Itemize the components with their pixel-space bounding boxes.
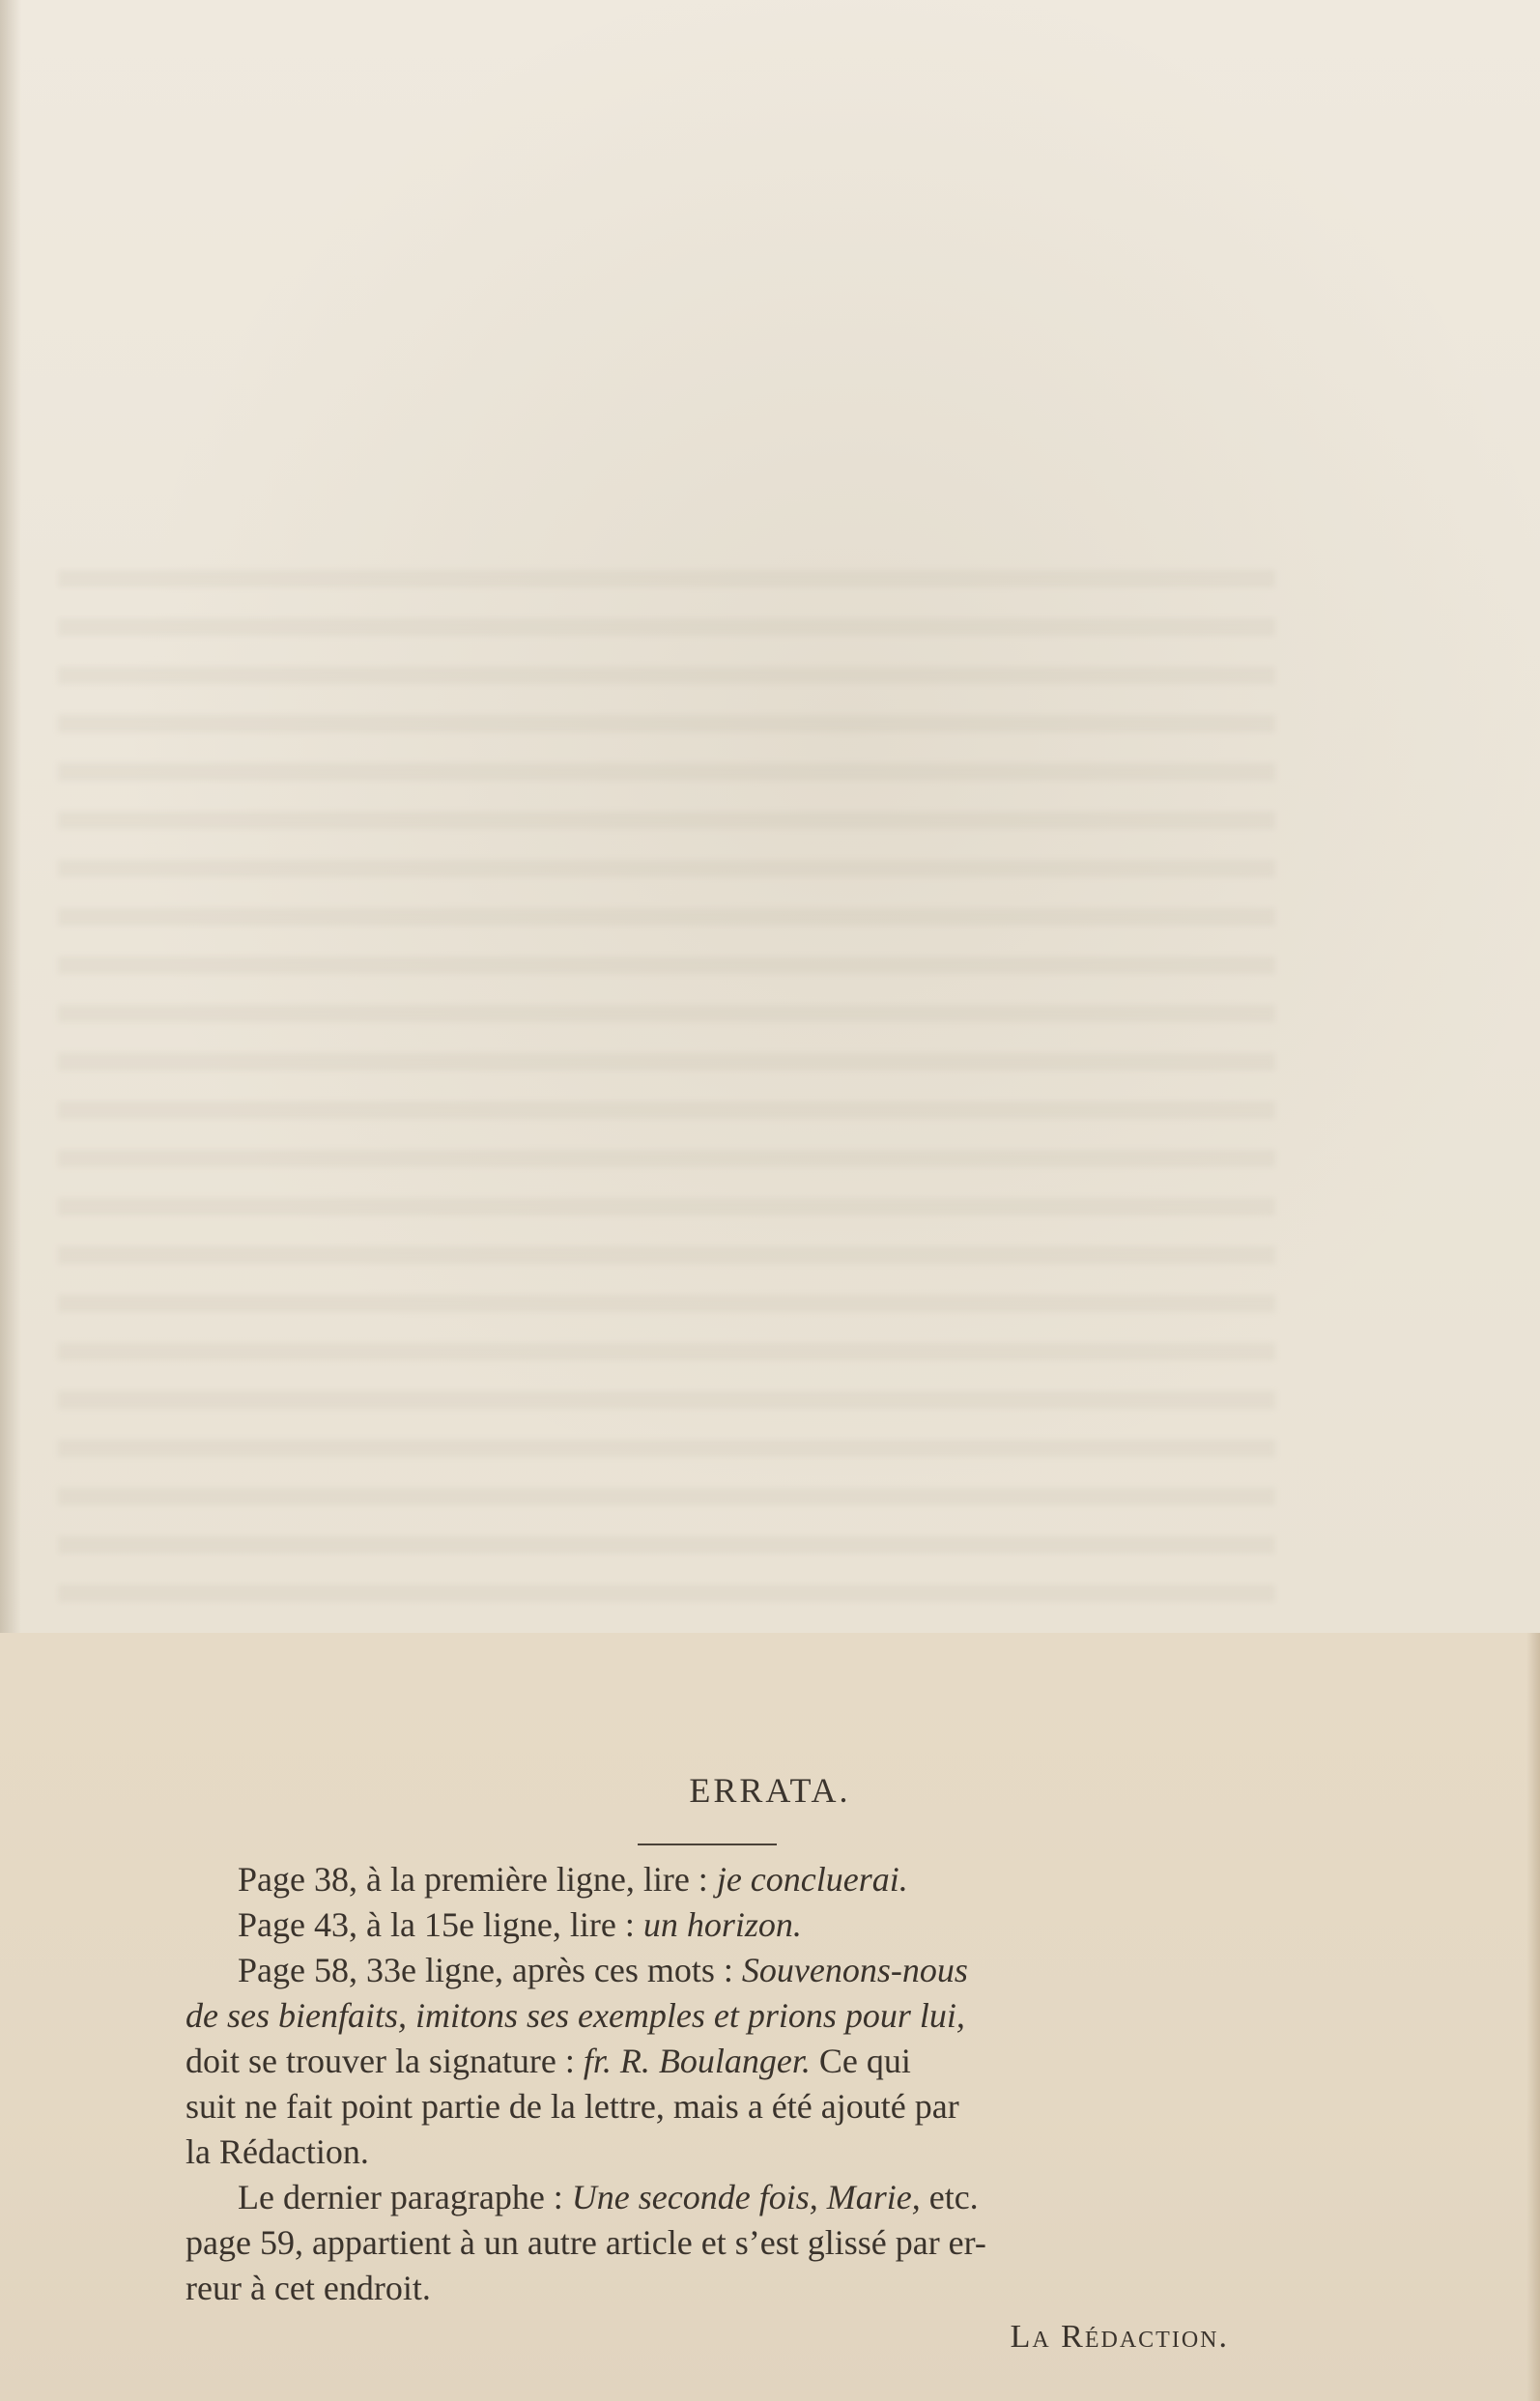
errata-line-4 — [185, 1993, 1273, 2039]
errata-line-5-signature-name: fr. R. Boulanger. — [583, 2042, 811, 2080]
errata-line-1 — [185, 1857, 1273, 1902]
errata-line-6: suit ne fait point partie de la lettre, mais a été ajouté par — [185, 2087, 959, 2126]
errata-line-8-quote: Une seconde fois, Marie, — [571, 2178, 921, 2216]
sheet-edge — [1526, 1633, 1540, 2401]
errata-line-10: reur à cet endroit. — [185, 2269, 431, 2307]
errata-line-8-text: Le dernier paragraphe : — [238, 2178, 572, 2216]
errata-line-5 — [185, 2039, 1273, 2084]
errata-line-7: la Rédaction. — [185, 2132, 369, 2171]
errata-line-3-text: Page 58, 33e ligne, après ces mots : — [238, 1951, 742, 1989]
errata-body — [185, 1857, 1273, 2311]
errata-line-3-quote: Souvenons-nous — [741, 1951, 968, 1989]
errata-line-8-tail: etc. — [920, 2178, 979, 2216]
errata-line-1-correction: je concluerai. — [716, 1860, 908, 1899]
fold-shadow — [0, 0, 21, 1633]
errata-line-2-text: Page 43, à la 15e ligne, lire : — [238, 1905, 643, 1944]
errata-line-2 — [185, 1902, 1273, 1948]
errata-line-2-correction: un horizon. — [642, 1905, 802, 1944]
errata-line-5-tail: Ce qui — [810, 2042, 911, 2080]
title-rule — [638, 1844, 777, 1845]
signature — [1011, 2319, 1229, 2356]
errata-line-4-quote: de ses bienfaits, imitons ses exemples et prions pour lui, — [185, 1996, 965, 2035]
errata-line-3 — [185, 1948, 1273, 1993]
errata-line-5-text: doit se trouver la signature : — [185, 2042, 584, 2080]
errata-title: ERRATA. — [689, 1771, 851, 1810]
errata-line-8 — [185, 2175, 1273, 2220]
errata-line-9: page 59, appartient à un autre article et s’est glissé par er- — [185, 2223, 986, 2262]
bleed-through-text — [58, 541, 1275, 1604]
signature-text: La Rédaction. — [1010, 2319, 1229, 2355]
errata-line-1-text: Page 38, à la première ligne, lire : — [238, 1860, 717, 1899]
